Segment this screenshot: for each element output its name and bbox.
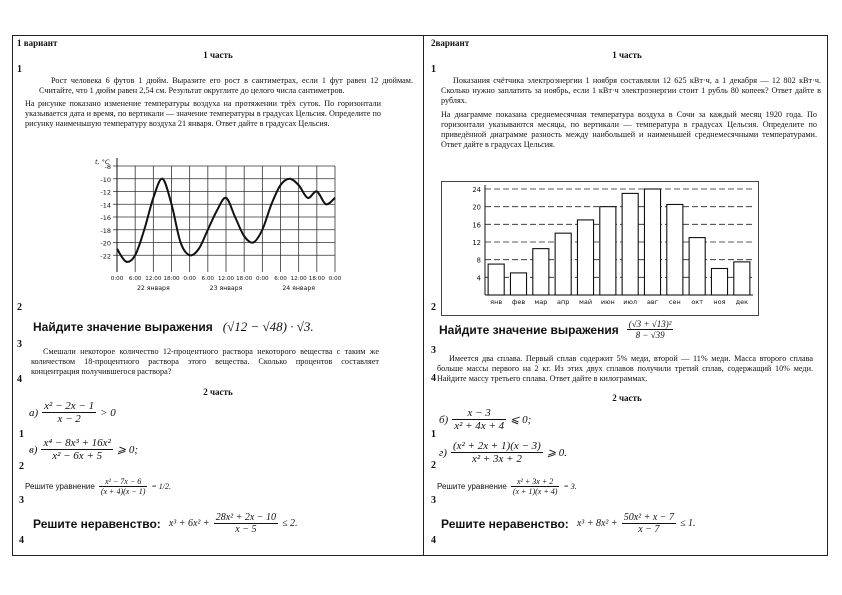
bar-июл <box>622 193 638 295</box>
task-g-denominator: x² + 3x + 2 <box>471 453 522 465</box>
task-b-numerator: x⁴ − 8x³ + 16x² <box>43 437 111 449</box>
question-2-fraction <box>627 319 674 340</box>
task-d-text: Решите неравенство: <box>33 516 161 531</box>
question-number: 1 <box>431 429 436 440</box>
x-tick-label: янв <box>490 298 503 306</box>
task-d-text: Решите неравенство: <box>441 516 569 531</box>
y-tick-label: 20 <box>472 203 481 212</box>
variant-2-column <box>425 36 829 555</box>
temperature-bar-chart <box>441 181 759 316</box>
bar-июн <box>600 207 616 295</box>
column-divider <box>423 36 424 555</box>
task-a-numerator: x² − 2x − 1 <box>44 400 95 412</box>
task-c-fraction <box>511 477 560 496</box>
y-tick-label: -18 <box>100 226 111 235</box>
x-tick-label: авг <box>646 298 659 306</box>
x-tick-label: сен <box>668 298 681 306</box>
question-2 <box>439 319 673 340</box>
task-a-tail: > 0 <box>100 406 116 419</box>
question-number: 4 <box>431 535 436 546</box>
question-number: 3 <box>17 339 22 350</box>
task-d-numerator: 50x² + x − 7 <box>623 512 675 523</box>
x-tick-label: 6:00 <box>128 276 142 282</box>
question-2 <box>33 318 314 336</box>
question-3-text: Смешали некоторое количество 12-процентного раствора некоторого вещества с таким же количеством 18-процентного раствора этого вещества. Сколько процентов составляет концентрация получившегося раствора? <box>31 347 379 376</box>
task-c-denominator: (x + 1)(x + 4) <box>512 487 558 496</box>
x-tick-label: 18:00 <box>308 276 325 282</box>
bar-май <box>577 220 593 295</box>
bar-мар <box>533 249 549 295</box>
task-b <box>29 437 138 462</box>
question-number: 2 <box>17 302 22 313</box>
question-2-text: Найдите значение выражения <box>33 320 213 334</box>
variant-title: 1 вариант <box>17 38 58 48</box>
y-tick-label: 4 <box>476 274 481 283</box>
y-tick-label: -22 <box>100 252 111 261</box>
task-a-fraction <box>42 400 96 425</box>
question-2-expression: (√12 − √48) · √3. <box>222 319 314 334</box>
task-a <box>29 400 116 425</box>
x-tick-label: 12:00 <box>217 276 235 282</box>
task-c-numerator: x² + 3x + 2 <box>511 477 560 487</box>
question-number: 1 <box>17 64 22 75</box>
bar-окт <box>689 238 705 295</box>
task-g-numerator: (x² + 2x + 1)(x − 3) <box>452 440 541 452</box>
day-label: 23 января <box>209 285 243 292</box>
x-tick-label: 12:00 <box>145 276 162 282</box>
x-tick-label: июн <box>600 298 615 306</box>
question-2-numerator: (√3 + √13)² <box>628 319 672 329</box>
task-b-denominator: x² − 6x + 5 <box>52 450 103 462</box>
temperature-line-chart <box>73 154 343 306</box>
question-number: 3 <box>19 495 24 506</box>
task-b-label: в) <box>29 443 38 456</box>
task-g-fraction <box>451 440 543 465</box>
question-number: 4 <box>19 535 24 546</box>
question-2-denominator: 8 − √39 <box>635 330 665 340</box>
question-number: 4 <box>17 374 22 385</box>
bar-фев <box>510 273 526 295</box>
day-label: 22 января <box>136 285 170 292</box>
x-tick-label: апр <box>556 298 570 306</box>
task-b-label: б) <box>439 413 449 426</box>
task-a-label: а) <box>29 406 39 419</box>
task-c <box>437 477 577 496</box>
task-g <box>439 440 567 465</box>
y-tick-label: 16 <box>472 221 481 230</box>
question-number: 1 <box>19 429 24 440</box>
question-number: 3 <box>431 495 436 506</box>
bar-авг <box>644 189 660 295</box>
worksheet <box>12 35 828 556</box>
bar-дек <box>734 262 750 295</box>
x-tick-label: 0:00 <box>256 276 269 282</box>
x-tick-label: май <box>578 298 593 306</box>
variant-title: 2вариант <box>431 38 470 48</box>
x-tick-label: окт <box>691 298 704 306</box>
task-d-denominator: x − 7 <box>638 524 660 535</box>
task-b-fraction <box>452 407 506 432</box>
y-tick-label: -16 <box>100 214 111 222</box>
task-b-denominator: x² + 4x + 4 <box>454 420 505 432</box>
task-d-tail: ≤ 2. <box>282 518 298 529</box>
bar-апр <box>555 233 571 295</box>
y-tick-label: -8 <box>104 163 111 171</box>
part-1-heading: 1 часть <box>203 50 233 60</box>
x-tick-label: 0:00 <box>328 276 342 282</box>
task-d-head: x³ + 6x² + <box>168 518 210 529</box>
y-tick-label: 24 <box>472 186 481 194</box>
task-d-fraction <box>622 512 676 535</box>
y-tick-label: 8 <box>476 256 481 265</box>
x-tick-label: дек <box>735 298 749 306</box>
x-tick-label: фев <box>511 298 526 306</box>
task-g-label: г) <box>439 446 447 459</box>
y-tick-label: -10 <box>100 175 111 184</box>
day-label: 24 января <box>282 285 316 292</box>
task-c-text: Решите уравнение <box>437 482 507 491</box>
x-tick-label: 12:00 <box>290 276 307 282</box>
question-number: 4 <box>431 373 436 384</box>
task-c <box>25 477 171 496</box>
y-axis-label: t, °C <box>95 158 110 166</box>
question-2-text: Найдите значение выражения <box>439 322 619 337</box>
part-1-heading: 1 часть <box>612 50 642 60</box>
question-number: 2 <box>431 460 436 471</box>
task-g-tail: ⩾ 0. <box>546 447 568 459</box>
task-c-tail: = 3. <box>563 482 577 491</box>
question-1b-text: На диаграмме показана среднемесячная температура воздуха в Сочи за каждый месяц 1920 года. По горизонтали указываются месяцы, по вертикали — температура в градусах Цельсия. Определите по приведённой диаграмме разность между наибольшей и наименьшей среднемесячными температурами. Ответ дайте в градусах Цельсия. <box>441 110 817 149</box>
part-2-heading: 2 часть <box>612 393 642 403</box>
bar-сен <box>667 204 683 295</box>
task-c-denominator: (x + 4)(x − 1) <box>100 487 146 496</box>
variant-1-column <box>13 36 423 555</box>
x-tick-label: ноя <box>713 298 726 306</box>
question-1-text: Показания счётчика электроэнергии 1 ноября составляли 12 625 кВт·ч, а 1 декабря — 12 802 кВт·ч. Сколько нужно заплатить за ноябрь, если 1 кВт·ч электроэнергии стоит 1 рубль 80 копеек? Ответ дайте в рублях. <box>441 76 821 105</box>
task-c-fraction <box>99 477 148 496</box>
x-tick-label: 18:00 <box>236 276 253 282</box>
task-c-text: Решите уравнение <box>25 482 95 491</box>
question-1b-text: На рисунке показано изменение температуры воздуха на протяжении трёх суток. По горизонтали указывается дата и время, по вертикали — значение температуры в градусах Цельсия. Определите по рисунку наименьшую температуру воздуха 21 января. Ответ дайте в градусах Цельсия. <box>25 99 381 128</box>
question-3-text: Имеется два сплава. Первый сплав содержит 5% меди, второй — 11% меди. Масса второго сплава больше массы первого на 2 кг. Из этих двух сплавов получили третий сплав, содержащий 10% меди. Найдите массу третьего сплава. Ответ дайте в килограммах. <box>437 354 813 383</box>
y-tick-label: -14 <box>100 201 111 210</box>
task-d <box>441 512 696 535</box>
x-tick-label: мар <box>534 298 548 306</box>
question-number: 1 <box>431 64 436 75</box>
task-d-head: x³ + 8x² + <box>576 518 618 529</box>
task-b <box>439 407 531 432</box>
task-d <box>33 512 298 535</box>
y-tick-label: 12 <box>472 239 481 247</box>
question-number: 2 <box>431 302 436 313</box>
y-tick-label: -20 <box>100 239 111 248</box>
question-1-text: Рост человека 6 футов 1 дюйм. Выразите его рост в сантиметрах, если 1 фут равен 12 дюймам. Считайте, что 1 дюйм равен 2,54 см. Результат округлите до целого числа сантиметров. <box>39 76 413 95</box>
task-b-fraction <box>41 437 112 462</box>
task-b-tail: ⩾ 0; <box>116 444 139 456</box>
task-d-tail: ≤ 1. <box>680 518 696 529</box>
task-a-denominator: x − 2 <box>57 413 81 425</box>
task-c-tail: = 1/2. <box>151 482 172 491</box>
bar-янв <box>488 264 504 295</box>
task-d-numerator: 28x² + 2x − 10 <box>215 512 277 523</box>
x-tick-label: 6:00 <box>201 276 215 282</box>
x-tick-label: июл <box>623 298 638 306</box>
x-tick-label: 6:00 <box>274 276 287 282</box>
question-number: 3 <box>431 345 436 356</box>
bar-ноя <box>711 269 727 296</box>
task-b-tail: ⩽ 0; <box>510 414 532 426</box>
x-tick-label: 0:00 <box>183 276 196 282</box>
task-b-numerator: x − 3 <box>452 407 506 420</box>
question-number: 2 <box>19 461 24 472</box>
x-tick-label: 0:00 <box>110 276 124 282</box>
task-d-fraction <box>214 512 278 535</box>
part-2-heading: 2 часть <box>203 387 233 397</box>
task-d-denominator: x − 5 <box>235 524 257 535</box>
x-tick-label: 18:00 <box>163 276 180 282</box>
task-c-numerator: x² − 7x − 6 <box>99 477 148 487</box>
y-tick-label: -12 <box>100 188 111 197</box>
